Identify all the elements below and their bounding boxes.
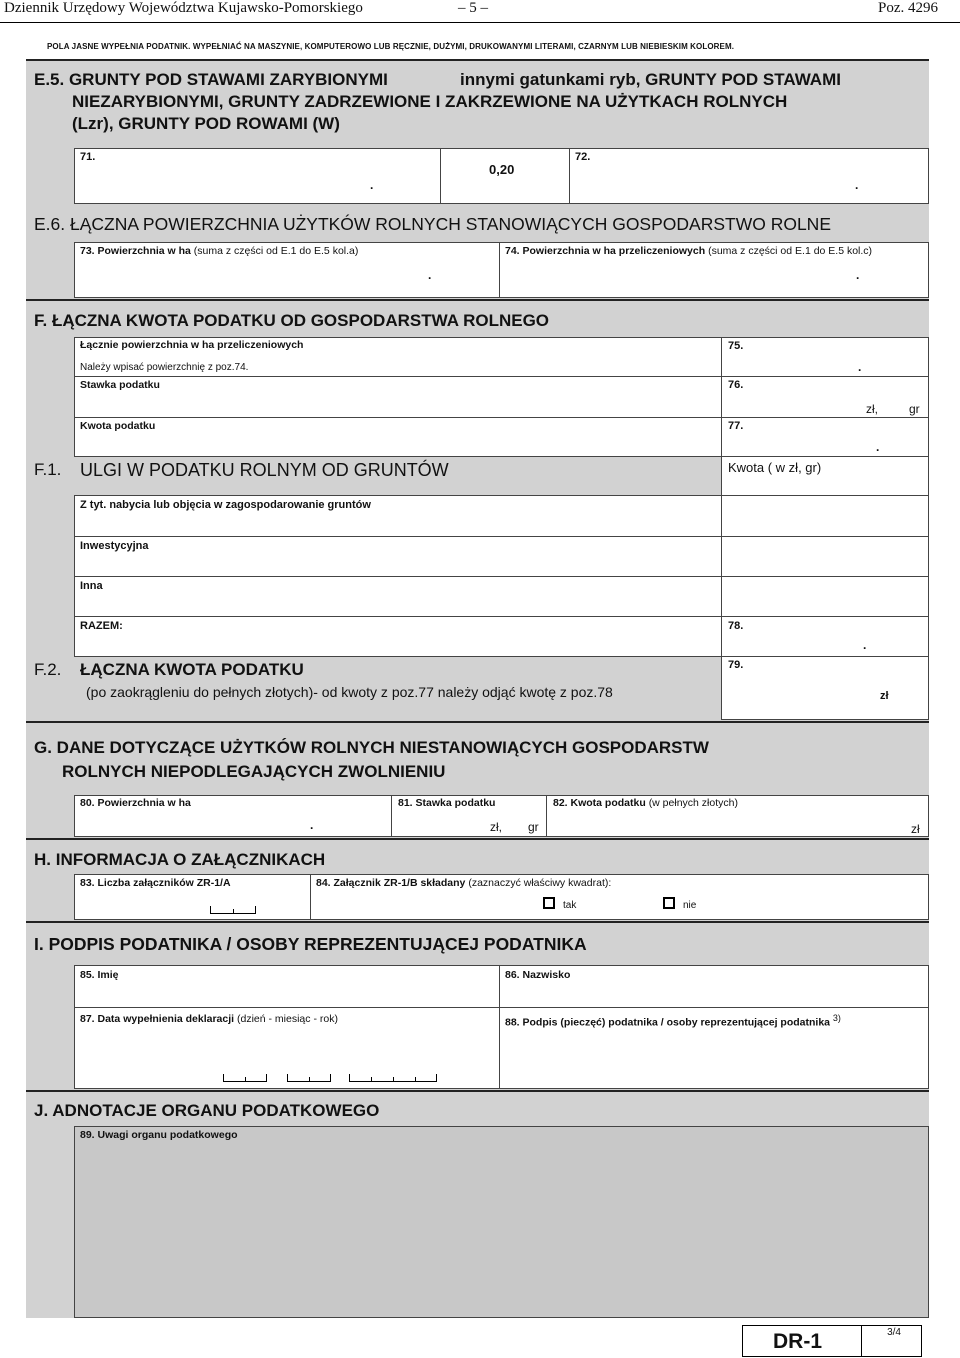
field-86-label: 86. Nazwisko: [505, 969, 571, 981]
field-89: [74, 1126, 929, 1318]
field-83-label: 83. Liczba załączników ZR-1/A: [80, 877, 231, 889]
header-divider: [0, 22, 960, 23]
f-rate-row: [74, 376, 722, 418]
relief-invest-row: [74, 536, 722, 577]
field-80-label: 80. Powierzchnia w ha: [80, 797, 191, 809]
field-74-decimal: .: [856, 268, 860, 282]
field-89-label: 89. Uwagi organu podatkowego: [80, 1129, 238, 1141]
relief-purchase-amount[interactable]: [721, 495, 929, 537]
date-year-boxes[interactable]: [349, 1074, 437, 1082]
g-title-line1: G. DANE DOTYCZĄCE UŻYTKÓW ROLNYCH NIESTANOWIĄCYCH GOSPODARSTW: [34, 738, 709, 757]
form-id-box: [742, 1325, 922, 1357]
field-72-number: 72.: [575, 151, 591, 163]
field-79-zl: zł: [880, 690, 889, 702]
e5-title-line3: (Lzr), GRUNTY POD ROWAMI (W): [72, 114, 340, 133]
field-77[interactable]: [721, 417, 929, 457]
e5-title-line1b: innymi gatunkami ryb, GRUNTY POD STAWAMI: [460, 70, 841, 89]
divider: [26, 838, 929, 840]
field-85-label: 85. Imię: [80, 969, 119, 981]
field-79-number: 79.: [728, 659, 744, 671]
form-box-divider: [861, 1326, 862, 1356]
field-82-zl: zł: [911, 822, 920, 836]
divider: [26, 59, 929, 61]
date-month-boxes[interactable]: [287, 1074, 331, 1082]
total-label: RAZEM:: [80, 620, 123, 632]
field-81-gr: gr: [528, 820, 539, 834]
f2-subtitle: (po zaokrągleniu do pełnych złotych)- od kwoty z poz.77 należy odjąć kwotę z poz.78: [86, 684, 613, 700]
relief-invest-amount[interactable]: [721, 536, 929, 577]
page-number: – 5 –: [458, 0, 488, 16]
field-85[interactable]: [74, 965, 500, 1008]
checkbox-no-label: nie: [683, 900, 697, 911]
relief-other-row: [74, 576, 722, 617]
field-78-number: 78.: [728, 620, 744, 632]
field-77-number: 77.: [728, 420, 744, 432]
relief-other-amount[interactable]: [721, 576, 929, 617]
relief-other-label: Inna: [80, 580, 103, 592]
f2-title: ŁĄCZNA KWOTA PODATKU: [80, 660, 304, 679]
field-82-label: 82. Kwota podatku (w pełnych złotych): [553, 797, 738, 809]
checkbox-no[interactable]: [663, 897, 675, 909]
form-instructions: POLA JASNE WYPEŁNIA PODATNIK. WYPEŁNIAĆ NA MASZYNIE, KOMPUTEROWO LUB RĘCZNIE, DUŻYMI, DRUKOWANYMI LITERAMI, CZARNYM LUB NIEBIESKIM KOLOREM.: [47, 42, 735, 51]
field-88-label: 88. Podpis (pieczęć) podatnika / osoby reprezentującej podatnika $^{3)}$: [505, 1013, 841, 1029]
divider: [26, 721, 929, 723]
j-title: J. ADNOTACJE ORGANU PODATKOWEGO: [34, 1101, 380, 1120]
f-rate-label: Stawka podatku: [80, 379, 160, 391]
field-76-zl: zł,: [866, 402, 878, 416]
f-area-label: Łącznie powierzchnia w ha przeliczeniowych: [80, 339, 304, 351]
field-74-label: 74. Powierzchnia w ha przeliczeniowych (suma z części od E.1 do E.5 kol.c): [505, 245, 873, 257]
field-72[interactable]: [569, 148, 929, 204]
divider: [26, 1090, 929, 1092]
g-title-line2: ROLNYCH NIEPODLEGAJĄCYCH ZWOLNIENIU: [62, 762, 446, 781]
field-78[interactable]: [721, 616, 929, 657]
h-title: H. INFORMACJA O ZAŁĄCZNIKACH: [34, 850, 326, 869]
field-79[interactable]: [721, 656, 929, 720]
f-tax-row: [74, 417, 722, 457]
form-code: DR-1: [773, 1330, 823, 1353]
field-78-decimal: .: [863, 638, 867, 652]
field-81-zl: zł,: [490, 820, 502, 834]
attachments-count-boxes[interactable]: [210, 906, 256, 914]
form-page: 3/4: [887, 1327, 901, 1338]
relief-invest-label: Inwestycyjna: [80, 540, 149, 552]
e5-title-line2: NIEZARYBIONYMI, GRUNTY ZADRZEWIONE I ZAKRZEWIONE NA UŻYTKACH ROLNYCH: [72, 92, 788, 111]
field-84-label: 84. Załącznik ZR-1/B składany (zaznaczyć właściwy kwadrat):: [316, 877, 612, 889]
position-number: Poz. 4296: [878, 0, 938, 16]
field-81-label: 81. Stawka podatku: [398, 797, 496, 809]
field-71-number: 71.: [80, 151, 96, 163]
field-75-decimal: .: [858, 360, 862, 374]
checkbox-yes[interactable]: [543, 897, 555, 909]
page-header: [0, 0, 960, 22]
date-day-boxes[interactable]: [223, 1074, 267, 1082]
field-76-gr: gr: [909, 402, 920, 416]
field-76-number: 76.: [728, 379, 744, 391]
f-title: F. ŁĄCZNA KWOTA PODATKU OD GOSPODARSTWA ROLNEGO: [34, 311, 550, 330]
field-71[interactable]: [74, 148, 441, 204]
field-75[interactable]: [721, 337, 929, 377]
f-area-note: Należy wpisać powierzchnię z poz.74.: [80, 362, 249, 373]
f2-number: F.2.: [34, 660, 62, 679]
field-80-decimal: .: [310, 818, 314, 832]
divider: [26, 299, 929, 301]
field-73-decimal: .: [428, 268, 432, 282]
field-77-decimal: .: [876, 440, 880, 454]
relief-purchase-label: Z tyt. nabycia lub objęcia w zagospodarowanie gruntów: [80, 499, 371, 511]
field-72-decimal: .: [855, 178, 859, 192]
divider: [26, 921, 929, 923]
field-87-label: 87. Data wypełnienia deklaracji (dzień - miesiąc - rok): [80, 1013, 338, 1025]
f1-amount-label: Kwota ( w zł, gr): [728, 460, 822, 475]
journal-title: Dziennik Urzędowy Województwa Kujawsko-Pomorskiego: [4, 0, 363, 16]
i-title: I. PODPIS PODATNIKA / OSOBY REPREZENTUJĄCEJ PODATNIKA: [34, 934, 587, 954]
field-71-decimal: .: [370, 178, 374, 192]
field-75-number: 75.: [728, 340, 744, 352]
value-020: 0,20: [489, 162, 515, 177]
f1-number: F.1.: [34, 460, 62, 479]
field-73-label: 73. Powierzchnia w ha (suma z części od E.1 do E.5 kol.a): [80, 245, 359, 257]
e6-title: E.6. ŁĄCZNA POWIERZCHNIA UŻYTKÓW ROLNYCH STANOWIĄCYCH GOSPODARSTWO ROLNE: [34, 214, 831, 234]
e5-title-line1a: E.5. GRUNTY POD STAWAMI ZARYBIONYMI: [34, 70, 388, 89]
field-76[interactable]: [721, 376, 929, 418]
f1-title: ULGI W PODATKU ROLNYM OD GRUNTÓW: [80, 460, 449, 480]
f-tax-label: Kwota podatku: [80, 420, 156, 432]
total-row: [74, 616, 722, 657]
checkbox-yes-label: tak: [563, 900, 577, 911]
